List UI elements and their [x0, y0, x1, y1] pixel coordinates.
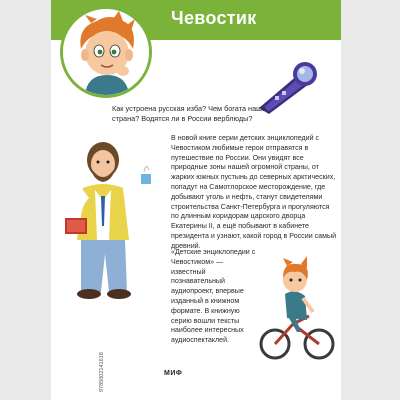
character-portrait	[60, 6, 152, 98]
audio-description: «Детские энциклопедии с Чевостиком» — известный познавательный аудиопроект, впервые изданный в книжном формате. В книжную серию вошли тексты наиболее интересных аудиоспектаклей.	[171, 248, 256, 345]
bike-illustration	[257, 254, 337, 369]
isbn-number: 9785002141618	[99, 352, 105, 392]
publisher-logo: МИФ	[164, 370, 183, 377]
uncle-icon	[55, 136, 165, 306]
intro-text: Как устроена русская изба? Чем богата наша страна? Водятся ли в России верблюды?	[112, 104, 267, 123]
back-cover	[51, 0, 341, 400]
main-description: В новой книге серии детских энциклопедий с Чевостиком любимые герои отправятся в путешествие по России. Они увидят все природные зоны нашей огромной страны, от жарких южных пустынь до северных арктических, попадут на Самотлорское месторождение, где добывают уголь и нефть, станут свидетелями строительства Санкт-Петербурга и прогуляются по длинным коридорам царского дворца Екатерины II, а ещё побывают в кабинете президента и узнают, какой город в России самый древний.	[171, 134, 337, 250]
bike-icon	[257, 254, 337, 364]
barcode	[99, 312, 109, 392]
series-title: Чевостик	[171, 8, 257, 28]
character-icon	[63, 9, 149, 95]
uncle-illustration	[55, 136, 165, 311]
